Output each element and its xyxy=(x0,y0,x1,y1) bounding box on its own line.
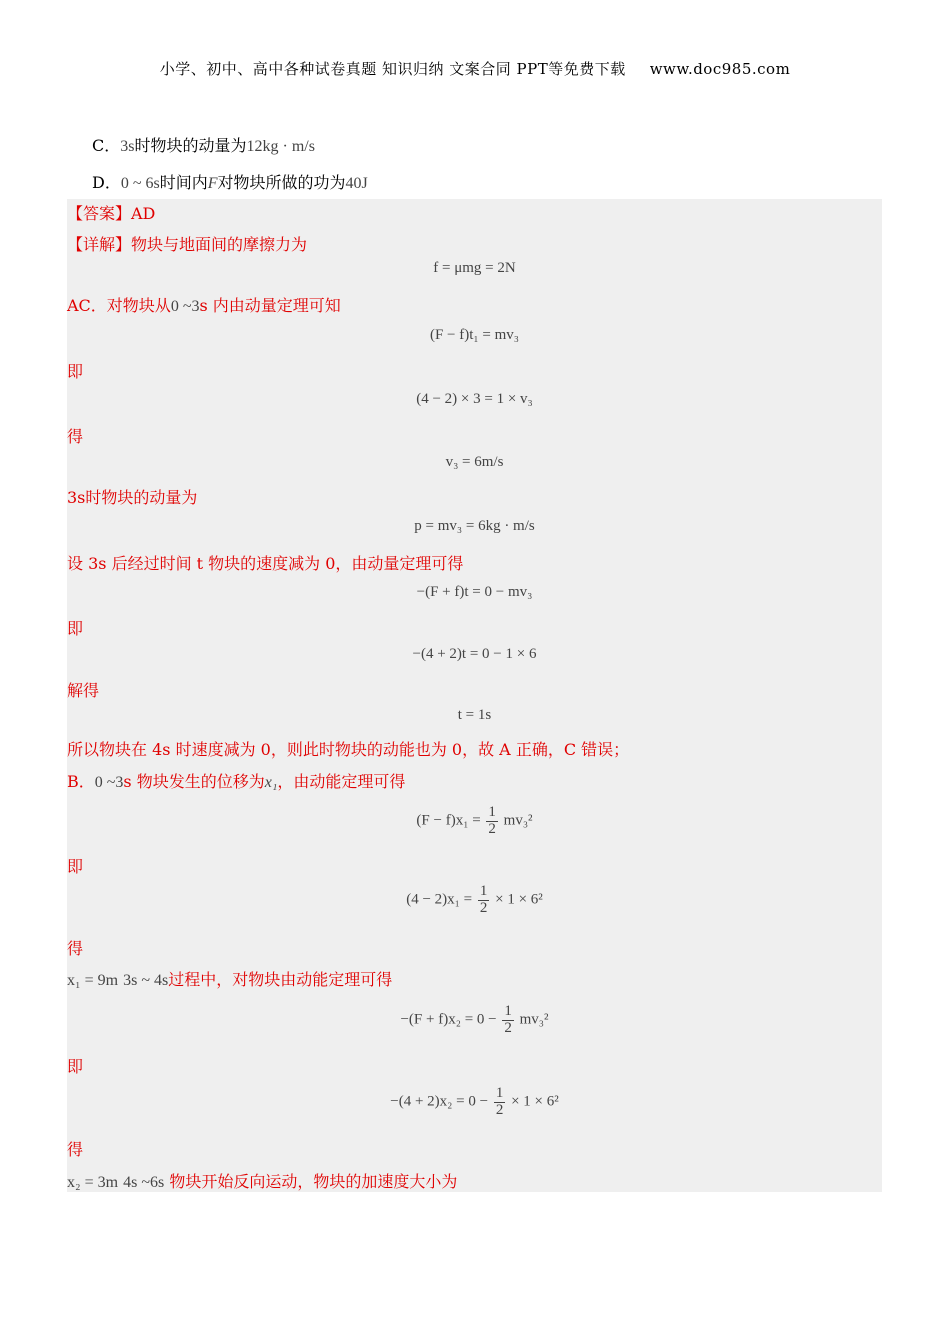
option-c-text: 时物块的动量为 xyxy=(134,136,247,155)
ac-line xyxy=(67,293,341,316)
numerator: 1 xyxy=(479,883,488,899)
eq-friction: f = μmg = 2N xyxy=(433,260,516,276)
option-d xyxy=(92,170,368,193)
option-c xyxy=(92,133,315,156)
ac-suffix: s 内由动量定理可知 xyxy=(199,296,341,315)
b-prefix: B． xyxy=(67,772,95,791)
ji-label: 即 xyxy=(67,1057,84,1076)
header-text: 小学、初中、高中各种试卷真题 知识归纳 文案合同 PPT等免费下载 xyxy=(159,60,626,78)
eq-momentum: p = mv₃ = 6kg · m/s xyxy=(414,518,535,534)
eq-work-theorem xyxy=(67,805,882,838)
de-label: 得 xyxy=(67,427,84,446)
option-d-value: 40J xyxy=(345,175,368,192)
eq-time: t = 1s xyxy=(457,707,492,723)
denominator: 2 xyxy=(479,899,488,916)
option-d-range: 0 ~ 6s xyxy=(120,175,160,192)
eq-decel-substituted: −(4 + 2)t = 0 − 1 × 6 xyxy=(412,646,537,662)
x2-text: 物块开始反向运动，物块的加速度大小为 xyxy=(169,1172,458,1191)
eq-reverse-substituted xyxy=(67,1086,882,1119)
numerator: 1 xyxy=(495,1085,504,1101)
answer-line: 【答案】AD xyxy=(67,204,156,223)
option-d-var: F xyxy=(207,175,218,192)
eq9-left: (4 − 2)x₁ = xyxy=(406,891,473,908)
jie-label: 解得 xyxy=(67,681,100,700)
fraction xyxy=(478,884,490,917)
eq8-left: (F − f)x₁ = xyxy=(416,812,481,829)
eq-reverse-work xyxy=(67,1004,882,1037)
assume-text: 设 3s 后经过时间 t 物块的速度减为 0，由动量定理可得 xyxy=(67,554,464,573)
eq-work-substituted xyxy=(67,884,882,917)
ac-range: 0 ~3 xyxy=(170,298,200,315)
b-line xyxy=(67,769,405,792)
de-label: 得 xyxy=(67,1140,84,1159)
option-d-text2: 对物块所做的功为 xyxy=(217,173,346,192)
x1-range: 3s ~ 4s xyxy=(123,972,169,989)
b-var: x₁ xyxy=(264,774,278,791)
solution-box xyxy=(67,199,882,1192)
conclusion-text: 所以物块在 4s 时速度减为 0，则此时物块的动能也为 0，故 A 正确，C 错误； xyxy=(67,740,630,759)
fraction xyxy=(502,1004,514,1037)
eq11-right: × 1 × 6² xyxy=(511,1093,559,1110)
ji-label: 即 xyxy=(67,619,84,638)
b-suffix: ，由动能定理可得 xyxy=(277,772,406,791)
eq11-left: −(4 + 2)x₂ = 0 − xyxy=(390,1093,489,1110)
x2-range: 4s ~6s xyxy=(123,1174,165,1191)
eq-momentum-theorem: (F − f)t₁ = mv₃ xyxy=(429,327,520,343)
option-c-time: 3s xyxy=(120,138,135,155)
denominator: 2 xyxy=(488,820,496,837)
b-mid: s 物块发生的位移为 xyxy=(123,772,265,791)
de-label: 得 xyxy=(67,939,84,958)
numerator: 1 xyxy=(504,1003,512,1019)
eq10-right: mv₃² xyxy=(519,1011,549,1028)
eq-decel: −(F + f)t = 0 − mv₃ xyxy=(416,584,533,600)
ji-label: 即 xyxy=(67,362,84,381)
option-d-label: D． xyxy=(92,173,121,192)
momentum-text: 3s时物块的动量为 xyxy=(67,488,198,507)
fraction xyxy=(494,1086,506,1119)
eq8-right: mv₃² xyxy=(503,812,533,829)
eq-velocity: v₃ = 6m/s xyxy=(445,454,504,470)
option-c-label: C． xyxy=(92,136,121,155)
x1-line xyxy=(67,967,392,990)
denominator: 2 xyxy=(495,1101,504,1118)
ji-label: 即 xyxy=(67,857,84,876)
x1-text: 过程中，对物块由动能定理可得 xyxy=(168,970,393,989)
fraction xyxy=(486,805,498,838)
page-header xyxy=(0,58,950,79)
x2-line xyxy=(67,1169,457,1192)
detail-line: 【详解】物块与地面间的摩擦力为 xyxy=(67,235,308,254)
ac-prefix: AC．对物块从 xyxy=(67,296,171,315)
numerator: 1 xyxy=(488,804,496,820)
denominator: 2 xyxy=(504,1019,512,1036)
x2-value: x₂ = 3m xyxy=(67,1174,119,1191)
eq10-left: −(F + f)x₂ = 0 − xyxy=(400,1011,497,1028)
b-range: 0 ~3 xyxy=(94,774,124,791)
eq9-right: × 1 × 6² xyxy=(495,891,543,908)
header-site: www.doc985.com xyxy=(649,60,791,78)
x1-value: x₁ = 9m xyxy=(67,972,119,989)
option-d-text1: 时间内 xyxy=(159,173,208,192)
eq-substituted: (4 − 2) × 3 = 1 × v₃ xyxy=(416,391,533,407)
option-c-value: 12kg · m/s xyxy=(246,138,315,155)
